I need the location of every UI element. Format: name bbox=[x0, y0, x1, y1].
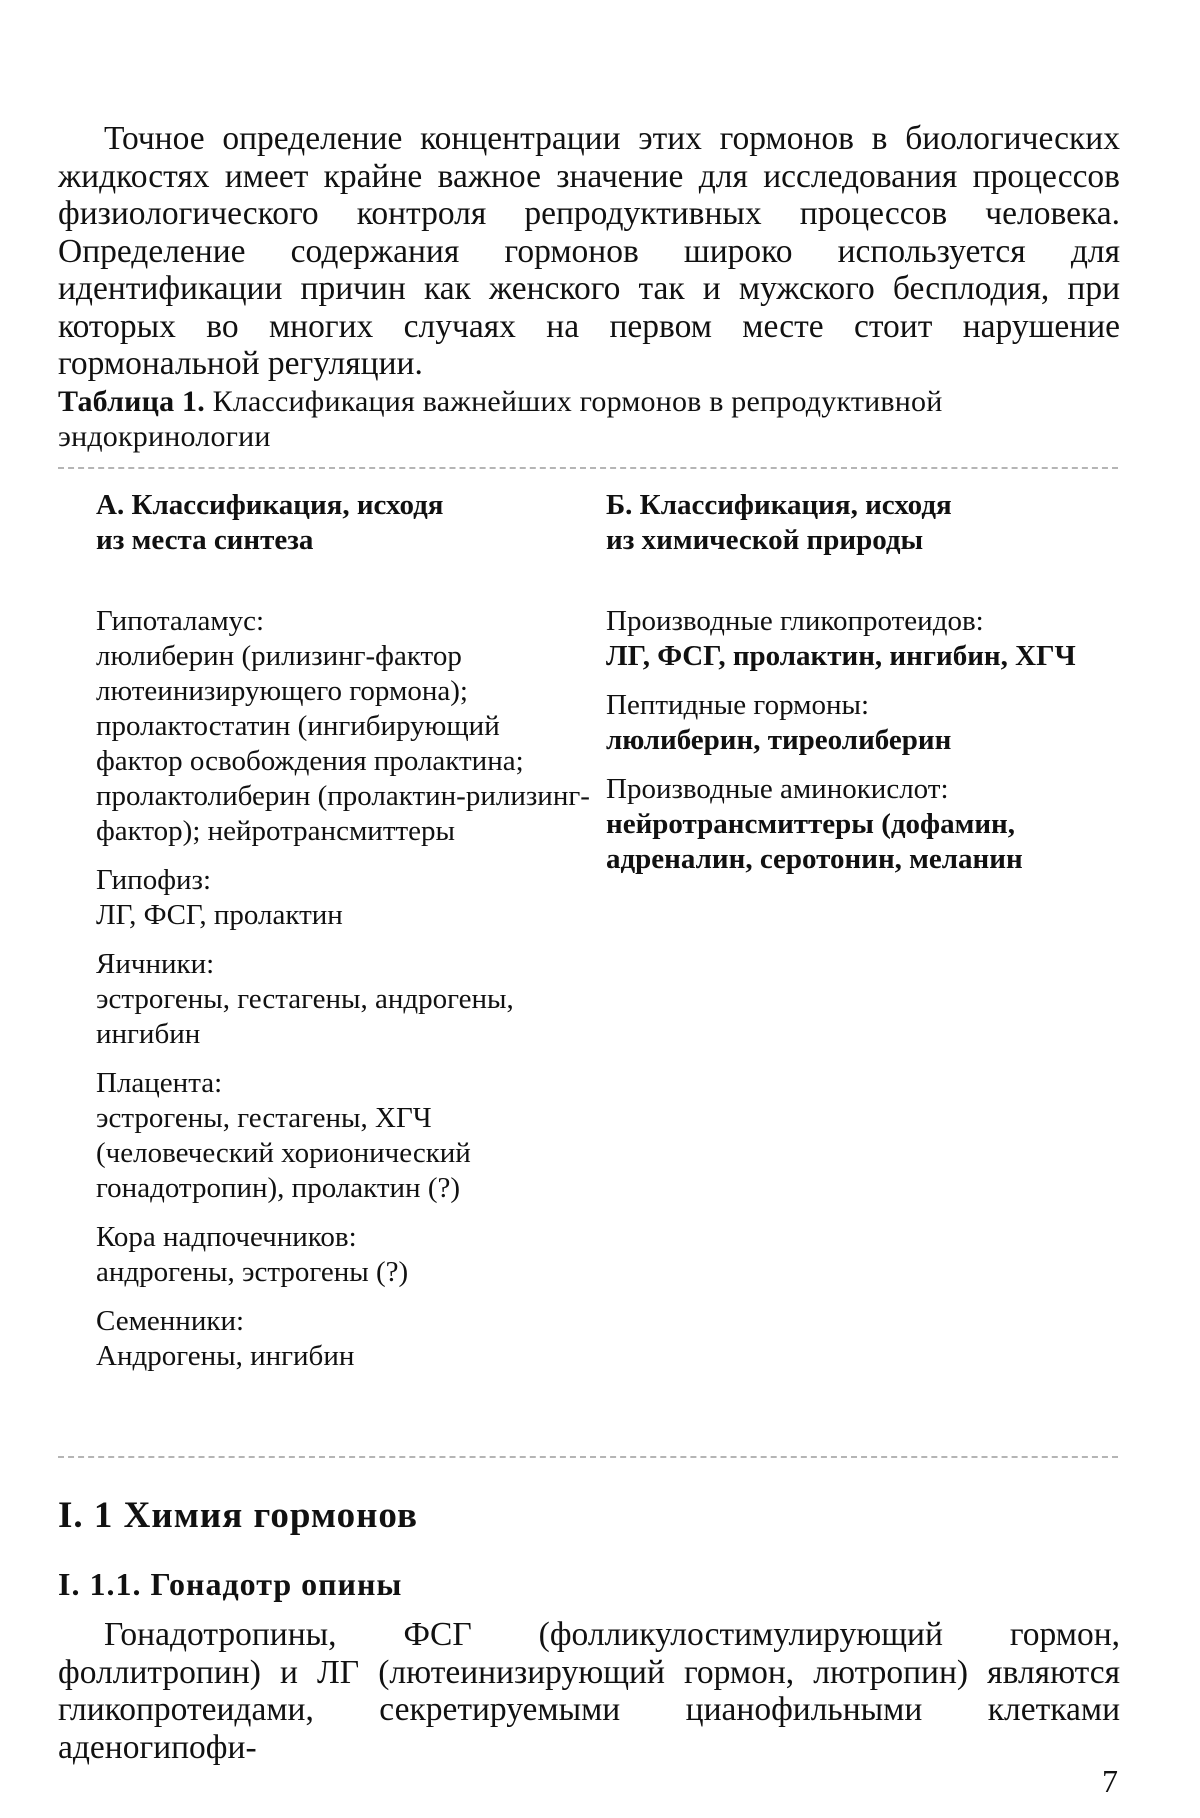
subsection-heading: I. 1.1. Гонадотр опины bbox=[58, 1566, 403, 1602]
column-b-heading-line2: из химической природы bbox=[606, 524, 924, 556]
group-value: ЛГ, ФСГ, пролактин, ингибин, ХГЧ bbox=[606, 640, 1076, 672]
group-title: Гипоталамус: bbox=[96, 605, 265, 637]
column-b-heading bbox=[606, 488, 1126, 558]
group-title: Яичники: bbox=[96, 948, 215, 980]
table-top-rule bbox=[58, 467, 1118, 470]
table-column-b bbox=[606, 488, 1126, 891]
group-value: нейротрансмиттеры (дофамин, адреналин, серотонин, меланин bbox=[606, 808, 1023, 875]
group-adrenal-cortex bbox=[96, 1220, 592, 1290]
page-number: 7 bbox=[1102, 1763, 1118, 1799]
group-glycoprotein-derivatives bbox=[606, 604, 1126, 674]
group-title: Пептидные гормоны: bbox=[606, 689, 870, 721]
column-a-heading-line1: А. Классификация, исходя bbox=[96, 489, 444, 521]
group-value: эстрогены, гестагены, ХГЧ (человеческий хорионический гонадотропин), пролактин (?) bbox=[96, 1102, 471, 1204]
group-title: Производные аминокислот: bbox=[606, 773, 949, 805]
table-caption bbox=[58, 384, 1120, 454]
table-caption-text: Классификация важнейших гормонов в репродуктивной эндокринологии bbox=[58, 385, 943, 453]
table-bottom-rule bbox=[58, 1456, 1118, 1459]
group-value: андрогены, эстрогены (?) bbox=[96, 1256, 409, 1288]
group-peptide-hormones bbox=[606, 688, 1126, 758]
table-column-a bbox=[96, 488, 592, 1388]
group-value: эстрогены, гестагены, андрогены, ингибин bbox=[96, 983, 514, 1050]
group-hypothalamus bbox=[96, 604, 592, 849]
group-testes bbox=[96, 1304, 592, 1374]
group-value: люлиберин, тиреолиберин bbox=[606, 724, 952, 756]
column-b-heading-line1: Б. Классификация, исходя bbox=[606, 489, 952, 521]
group-amino-acid-derivatives bbox=[606, 772, 1126, 877]
table-caption-label: Таблица 1. bbox=[58, 385, 205, 418]
intro-paragraph: Точное определение концентрации этих гормонов в биологических жидкостях имеет крайне важное значение для исследования процессов физиологического контроля репродуктивных процессов человека. Определение содержания гормонов широко используется для идентификации причин как женского так и мужского бесплодия, при которых во многих случаях на первом месте стоит нарушение гормональной регуляции. bbox=[58, 120, 1120, 382]
column-a-heading bbox=[96, 488, 592, 558]
group-title: Гипофиз: bbox=[96, 864, 212, 896]
body-paragraph: Гонадотропины, ФСГ (фолликулостимулирующий гормон, фоллитропин) и ЛГ (лютеинизирующий гормон, лютропин) являются гликопротеидами, секретируемыми цианофильными клетками аденогипофи- bbox=[58, 1616, 1120, 1766]
group-value: ЛГ, ФСГ, пролактин bbox=[96, 899, 343, 931]
group-ovaries bbox=[96, 947, 592, 1052]
group-value: люлиберин (рилизинг-фактор лютеинизирующего гормона); пролактостатин (ингибирующий фактор освобождения пролактина; пролактолиберин (пролактин-рилизинг-фактор); нейротрансмиттеры bbox=[96, 640, 590, 847]
group-title: Производные гликопротеидов: bbox=[606, 605, 984, 637]
group-value: Андрогены, ингибин bbox=[96, 1340, 355, 1372]
column-a-heading-line2: из места синтеза bbox=[96, 524, 314, 556]
group-pituitary bbox=[96, 863, 592, 933]
group-placenta bbox=[96, 1066, 592, 1206]
group-title: Семенники: bbox=[96, 1305, 245, 1337]
group-title: Кора надпочечников: bbox=[96, 1221, 357, 1253]
section-heading: I. 1 Химия гормонов bbox=[58, 1495, 418, 1536]
group-title: Плацента: bbox=[96, 1067, 223, 1099]
